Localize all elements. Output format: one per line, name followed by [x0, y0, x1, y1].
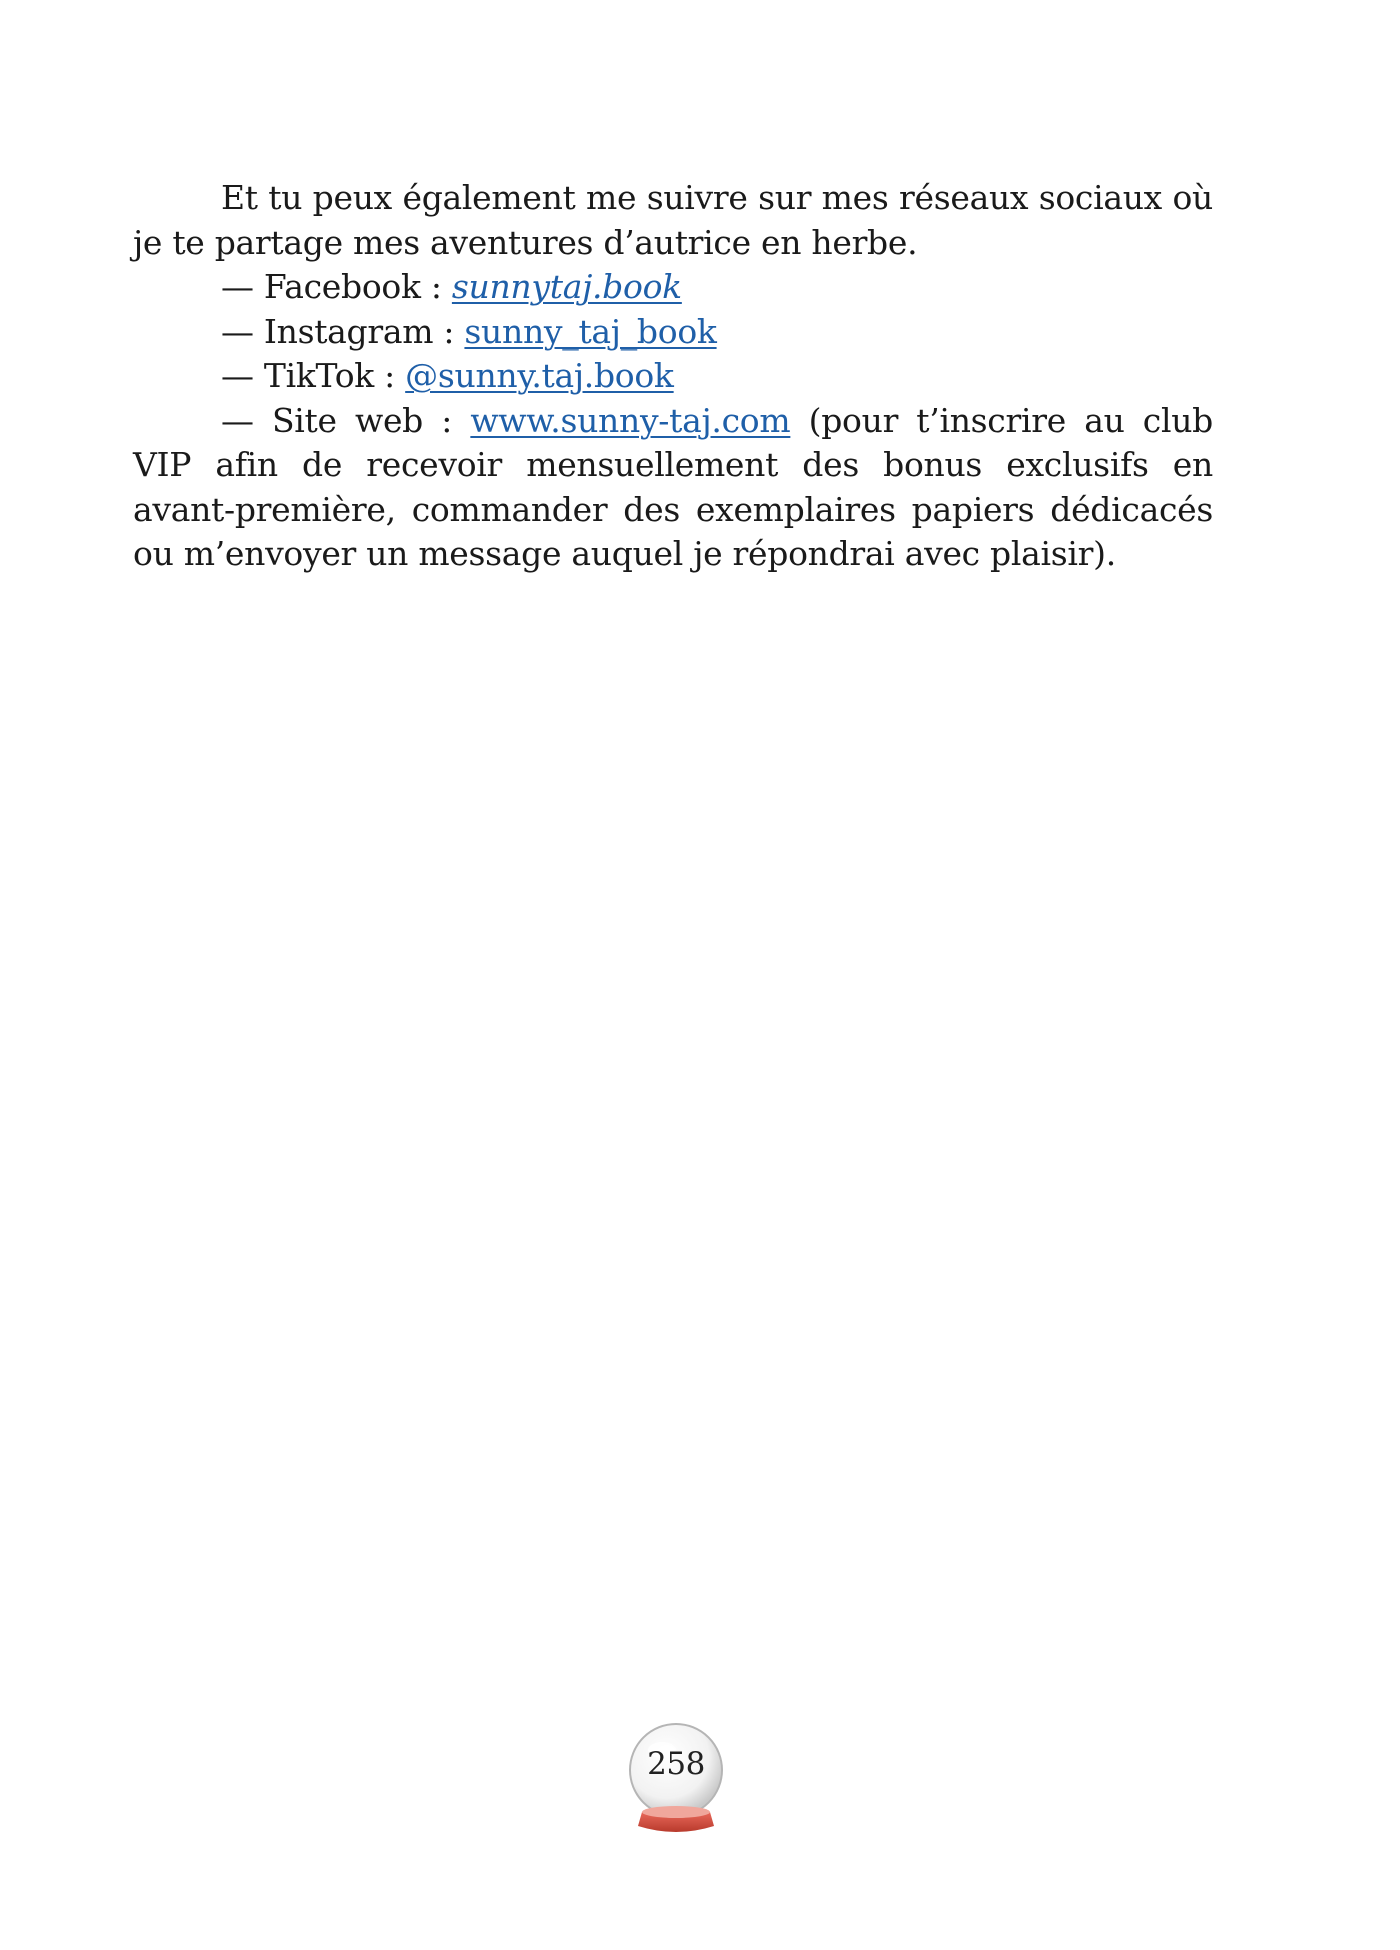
website-description: (pour t’inscrire au club VIP afin de recevoir mensuellement des bonus exclusifs en avant-première, commander des exemplaires papiers dédicacés ou m’envoyer un message auquel je répondrai avec plaisir). [133, 400, 1214, 573]
tiktok-label: — TikTok : [221, 356, 406, 395]
page-number: 258 [647, 1746, 705, 1782]
page-body [133, 176, 1213, 577]
instagram-label: — Instagram : [221, 311, 465, 351]
instagram-link[interactable]: sunny_taj_book [464, 311, 717, 351]
facebook-label: — Facebook : [221, 267, 452, 306]
intro-paragraph: Et tu peux également me suivre sur mes réseaux sociaux où je te partage mes aventures d’autrice en herbe. [133, 178, 1213, 262]
website-link[interactable]: www.sunny-taj.com [470, 400, 791, 440]
facebook-line [133, 265, 1213, 310]
instagram-line [133, 310, 1213, 355]
website-paragraph [133, 399, 1213, 577]
website-label: — Site web : [221, 400, 471, 440]
page-number-ornament [620, 1720, 732, 1838]
tiktok-line [133, 354, 1213, 399]
tiktok-link[interactable]: @sunny.taj.book [405, 356, 674, 395]
facebook-link[interactable]: sunnytaj.book [451, 267, 682, 306]
